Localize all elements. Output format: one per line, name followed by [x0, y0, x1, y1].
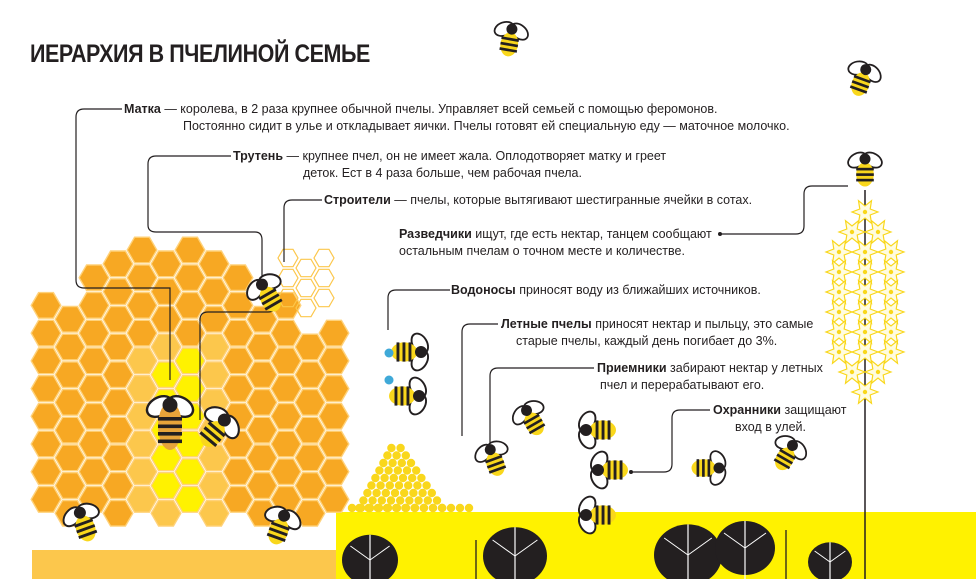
head [580, 509, 592, 521]
flower-center [876, 230, 880, 234]
comb-cell [103, 362, 133, 388]
honey-cell [409, 489, 417, 497]
stripe [614, 460, 617, 479]
comb-cell [151, 251, 181, 277]
honey-cell [400, 489, 408, 497]
honey-cell [359, 496, 367, 504]
comb-cell [319, 376, 349, 402]
honey-cell [384, 504, 392, 512]
comb-cell [175, 265, 205, 291]
bee-scout [845, 149, 884, 186]
honey-cell [402, 504, 410, 512]
flower-center [889, 270, 893, 274]
comb-cell [103, 279, 133, 305]
stripe [697, 459, 700, 477]
role-name: Летные пчелы [501, 317, 592, 331]
honeycomb [31, 237, 349, 526]
stripe [702, 459, 705, 477]
comb-cell [55, 445, 85, 471]
stripe [397, 342, 400, 361]
water-drop [385, 376, 394, 385]
comb-cell [223, 459, 253, 485]
role-text: защищают [781, 403, 847, 417]
empty-cell [278, 249, 298, 266]
stripe [602, 420, 605, 439]
flower-center [837, 350, 841, 354]
flower-center [863, 330, 867, 334]
flower-center [863, 310, 867, 314]
flower-center [863, 290, 867, 294]
stripe [395, 386, 398, 405]
role-text-2: деток. Ест в 4 раза больше, чем рабочая пчела. [303, 166, 582, 180]
stripe [409, 342, 412, 361]
stripe [620, 460, 623, 479]
honey-cell [363, 489, 371, 497]
flower-center [837, 270, 841, 274]
flower-center [863, 350, 867, 354]
comb-cell [271, 459, 301, 485]
honey-cone [348, 444, 473, 512]
stripe [407, 386, 410, 405]
role-text-2: Постоянно сидит в улье и откладывает яички. Пчелы готовят ей специальную еду — маточное молочко. [183, 119, 790, 133]
comb-cell [199, 501, 229, 527]
comb-cell [127, 265, 157, 291]
comb-cell [103, 501, 133, 527]
comb-cell [79, 431, 109, 457]
comb-cell [127, 348, 157, 374]
bee-forager [505, 392, 557, 444]
comb-cell [79, 404, 109, 430]
comb-cell [151, 307, 181, 333]
honey-cell [418, 489, 426, 497]
honey-cell [387, 444, 395, 452]
honey-cell [380, 474, 388, 482]
connector-dot [629, 470, 633, 474]
honey-cell [382, 489, 390, 497]
head [415, 346, 427, 358]
honey-cell [412, 466, 420, 474]
comb-cell [295, 334, 325, 360]
stripe [856, 168, 874, 171]
stripe [596, 420, 599, 439]
comb-cell [319, 404, 349, 430]
honey-cell [414, 496, 422, 504]
empty-cell [296, 279, 316, 296]
comb-cell [55, 307, 85, 333]
bee-receiver [576, 409, 616, 452]
flower-center [863, 390, 867, 394]
flower-center [837, 250, 841, 254]
role-text-2: старые пчелы, каждый день погибает до 3%. [516, 334, 778, 348]
flower-center [837, 310, 841, 314]
honey-cell [408, 474, 416, 482]
honey-cell [438, 504, 446, 512]
comb-cell [55, 417, 85, 443]
role-name: Водоносы [451, 283, 516, 297]
comb-cell [31, 487, 61, 513]
honey-cell [394, 466, 402, 474]
connector-line [462, 324, 498, 436]
honey-cell [395, 481, 403, 489]
comb-cell [319, 348, 349, 374]
role-text: — пчелы, которые вытягивают шестигранные ячейки в сотах. [390, 193, 753, 207]
flower-center [876, 370, 880, 374]
water-drop [385, 349, 394, 358]
comb-cell [55, 362, 85, 388]
comb-cell [199, 334, 229, 360]
comb-cell [127, 376, 157, 402]
comb-cell [103, 307, 133, 333]
connector-dot [718, 232, 722, 236]
honey-cell [403, 466, 411, 474]
comb-cell [271, 348, 301, 374]
bee [488, 16, 533, 59]
head [860, 154, 871, 165]
head [163, 398, 178, 413]
connector-line [284, 200, 322, 262]
honey-cell [402, 451, 410, 459]
role-text-2: вход в улей. [735, 420, 806, 434]
bee-water-carrier [389, 375, 429, 418]
comb-cell [223, 376, 253, 402]
role-name: Охранники [713, 403, 781, 417]
role-text: — крупнее пчел, он не имеет жала. Оплодотворяет матку и греет [283, 149, 667, 163]
role-text: приносят воду из ближайших источников. [515, 283, 761, 297]
comb-cell [223, 348, 253, 374]
flower-center [837, 290, 841, 294]
comb-cell [319, 487, 349, 513]
comb-cell [79, 376, 109, 402]
comb-cell [319, 320, 349, 346]
honey-cell [424, 496, 432, 504]
honey-cell [388, 459, 396, 467]
honey-cell [407, 459, 415, 467]
empty-cell [296, 259, 316, 276]
stripe [708, 459, 711, 477]
honey-cell [404, 481, 412, 489]
comb-cell [103, 473, 133, 499]
flower-center [837, 330, 841, 334]
comb-cell [127, 459, 157, 485]
comb-cell [247, 445, 277, 471]
comb-cell [151, 473, 181, 499]
honey-cell [368, 496, 376, 504]
honey-cell [447, 504, 455, 512]
honey-cell [433, 496, 441, 504]
comb-cell [151, 362, 181, 388]
stripe [856, 179, 874, 182]
comb-cell [127, 487, 157, 513]
role-builders [324, 192, 752, 209]
flower-center [850, 230, 854, 234]
comb-cell [271, 404, 301, 430]
honey-cell [456, 504, 464, 512]
role-receivers [597, 360, 823, 394]
honey-cell [384, 466, 392, 474]
role-text: — королева, в 2 раза крупнее обычной пчелы. Управляет всей семьей с помощью феромонов. [160, 102, 718, 116]
comb-cell [31, 404, 61, 430]
comb-cell [295, 473, 325, 499]
comb-cell [247, 362, 277, 388]
honey-cell [366, 504, 374, 512]
stripe [596, 505, 599, 524]
role-text: ищут, где есть нектар, танцем сообщают [471, 227, 712, 241]
bee [838, 54, 887, 102]
honey-cell [367, 481, 375, 489]
honey-cell [465, 504, 473, 512]
stripe [158, 425, 182, 429]
role-text-2: остальным пчелам о точном месте и количестве. [399, 244, 685, 258]
page-title: ИЕРАРХИЯ В ПЧЕЛИНОЙ СЕМЬЕ [30, 40, 370, 68]
head [413, 390, 425, 402]
comb-cell [151, 334, 181, 360]
comb-cell [127, 431, 157, 457]
stripe [602, 505, 605, 524]
honey-cell [411, 504, 419, 512]
honey-cell [387, 496, 395, 504]
comb-cell [199, 445, 229, 471]
comb-cell [127, 293, 157, 319]
role-drone [233, 148, 666, 182]
comb-cell [199, 279, 229, 305]
comb-cell [223, 320, 253, 346]
stripe [158, 417, 182, 421]
flower-center [863, 210, 867, 214]
comb-cell [151, 445, 181, 471]
honey-cell [378, 496, 386, 504]
comb-cell [271, 431, 301, 457]
flower-center [889, 350, 893, 354]
comb-cell [31, 376, 61, 402]
comb-cell [295, 445, 325, 471]
comb-cell [151, 501, 181, 527]
honey-cell [376, 481, 384, 489]
honey-cell [396, 496, 404, 504]
comb-cell [31, 348, 61, 374]
comb-cell [127, 320, 157, 346]
honey-cell [428, 489, 436, 497]
honey-cell [396, 444, 404, 452]
role-name: Разведчики [399, 227, 472, 241]
comb-cell [79, 459, 109, 485]
honey-cell [391, 489, 399, 497]
comb-cell [103, 445, 133, 471]
flower-center [850, 370, 854, 374]
flower-center [863, 270, 867, 274]
comb-cell [31, 459, 61, 485]
comb-cell [79, 293, 109, 319]
comb-cell [295, 417, 325, 443]
comb-cell [175, 487, 205, 513]
comb-cell [223, 487, 253, 513]
role-water [451, 282, 761, 299]
stripe [608, 505, 611, 524]
comb-cell [79, 320, 109, 346]
honey-cell [399, 474, 407, 482]
honey-cell [417, 474, 425, 482]
comb-cell [295, 362, 325, 388]
comb-cell [31, 320, 61, 346]
bee-receiver [588, 449, 628, 492]
comb-cell [247, 417, 277, 443]
comb-cell [199, 473, 229, 499]
stripe [856, 173, 874, 176]
honey-cell [393, 504, 401, 512]
role-queen [124, 101, 790, 135]
honey-cell [386, 481, 394, 489]
honey-cell [375, 504, 383, 512]
comb-cell [31, 293, 61, 319]
stripe [608, 420, 611, 439]
comb-cell [103, 390, 133, 416]
comb-cell [295, 390, 325, 416]
role-foragers [501, 316, 813, 350]
stripe [401, 386, 404, 405]
stripe [403, 342, 406, 361]
head [714, 463, 725, 474]
honey-cell [357, 504, 365, 512]
honey-cell [375, 466, 383, 474]
comb-cell [103, 417, 133, 443]
honey-cell [429, 504, 437, 512]
flower-center [889, 330, 893, 334]
comb-cell [199, 307, 229, 333]
comb-cell [271, 320, 301, 346]
comb-cell [175, 237, 205, 263]
bee-water-carrier [391, 331, 431, 374]
stripe [608, 460, 611, 479]
empty-cell [314, 249, 334, 266]
flower-center [889, 290, 893, 294]
comb-cell [199, 362, 229, 388]
honey-cell [348, 504, 356, 512]
head [580, 424, 592, 436]
comb-cell [31, 431, 61, 457]
comb-cell [319, 431, 349, 457]
comb-cell [175, 293, 205, 319]
honey-cell [398, 459, 406, 467]
stripe [158, 440, 182, 444]
role-guards [713, 402, 847, 436]
honey-cell [372, 489, 380, 497]
flower-center [889, 250, 893, 254]
comb-cell [103, 334, 133, 360]
honey-cell [405, 496, 413, 504]
comb-cell [247, 390, 277, 416]
ground-band-left [32, 550, 336, 579]
comb-cell [79, 348, 109, 374]
role-text-2: пчел и перерабатывают его. [600, 378, 765, 392]
empty-cell [314, 269, 334, 286]
comb-cell [127, 237, 157, 263]
role-text: забирают нектар у летных [666, 361, 823, 375]
honey-cell [420, 504, 428, 512]
stripe [158, 432, 182, 436]
bee-forager [469, 434, 518, 482]
comb-cell [151, 279, 181, 305]
honey-cell [392, 451, 400, 459]
role-scouts [399, 226, 712, 260]
comb-cell [55, 473, 85, 499]
comb-cell [247, 334, 277, 360]
comb-cell [55, 390, 85, 416]
role-name: Трутень [233, 149, 284, 163]
head [592, 464, 604, 476]
honey-cell [371, 474, 379, 482]
connector-line [388, 290, 450, 330]
comb-cell [247, 473, 277, 499]
flower-center [863, 250, 867, 254]
honey-cell [390, 474, 398, 482]
comb-cell [79, 265, 109, 291]
comb-cell [319, 459, 349, 485]
bee-guard [692, 448, 729, 487]
role-name: Матка [124, 102, 161, 116]
empty-cell [314, 289, 334, 306]
comb-cell [199, 251, 229, 277]
comb-cell [55, 334, 85, 360]
honey-cell [413, 481, 421, 489]
honey-cell [379, 459, 387, 467]
role-name: Приемники [597, 361, 667, 375]
role-name: Строители [324, 193, 391, 207]
comb-cell [103, 251, 133, 277]
honey-cell [383, 451, 391, 459]
role-text: приносят нектар и пыльцу, это самые [591, 317, 814, 331]
comb-cell [271, 376, 301, 402]
honey-cell [422, 481, 430, 489]
flower-center [889, 310, 893, 314]
comb-cell [175, 459, 205, 485]
